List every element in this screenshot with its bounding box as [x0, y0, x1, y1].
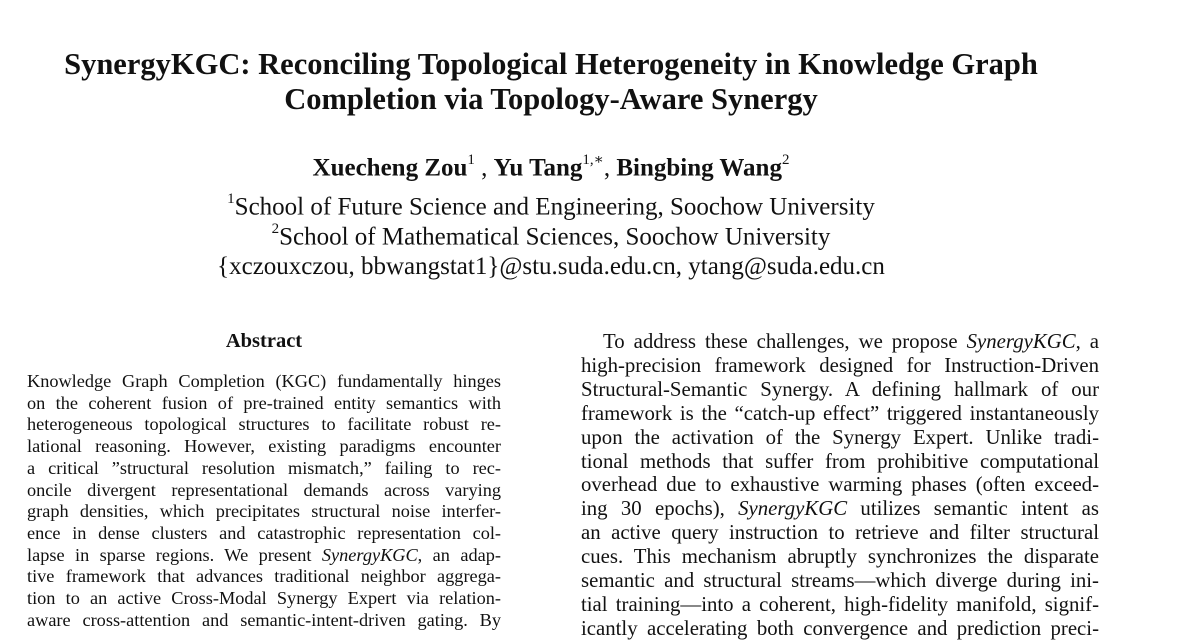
text-run: ence in dense clusters and catastrophic representation col-: [27, 522, 501, 543]
text-line: [581, 426, 1099, 450]
paper-title: [0, 47, 1102, 117]
intro-body: [581, 330, 1099, 641]
text-line: [27, 458, 501, 480]
text-run: , an adap-: [417, 544, 501, 565]
abstract-body: [27, 371, 501, 631]
text-run: on the coherent fusion of pre-trained entity semantics with: [27, 392, 501, 413]
author-mark: 1: [467, 152, 475, 168]
text-run: cues. This mechanism abruptly synchronizes the disparate: [581, 545, 1099, 569]
text-run: lapse in sparse regions. We present: [27, 544, 322, 565]
text-run: ing 30 epochs),: [581, 497, 739, 521]
text-line: [581, 378, 1099, 402]
text-line: [581, 497, 1099, 521]
text-run: tial training—into a coherent, high-fidelity manifold, signif-: [581, 592, 1099, 616]
text-run: tional methods that suffer from prohibitive computational: [581, 449, 1099, 473]
italic-text-run: SynergyKGC: [966, 330, 1076, 353]
text-run: upon the activation of the Synergy Expert. Unlike tradi-: [581, 425, 1099, 449]
text-run: aware cross-attention and semantic-intent-driven gating. By: [27, 609, 501, 630]
affiliation-mark: 1: [227, 191, 235, 207]
text-line: [581, 521, 1099, 545]
text-line: [581, 450, 1099, 474]
text-run: oncile divergent representational demands across varying: [27, 479, 501, 500]
author-name: Xuecheng Zou: [312, 154, 468, 182]
text-line: [27, 393, 501, 415]
text-line: [27, 414, 501, 436]
text-run: , a: [1075, 330, 1099, 353]
text-line: [27, 610, 501, 632]
text-run: an active query instruction to retrieve and filter structural: [581, 521, 1099, 545]
text-run: semantic and structural streams—which diverge during ini-: [581, 569, 1099, 593]
text-run: Knowledge Graph Completion (KGC) fundamentally hinges: [27, 371, 501, 391]
text-run: Structural-Semantic Synergy. A defining hallmark of our: [581, 377, 1099, 401]
author-emails: {xczouxczou, bbwangstat1}@stu.suda.edu.cn, ytang@suda.edu.cn: [217, 253, 885, 280]
title-line-1: SynergyKGC: Reconciling Topological Heterogeneity in Knowledge Graph: [64, 47, 1038, 81]
text-line: [27, 588, 501, 610]
text-line: [581, 593, 1099, 617]
affiliation-text: School of Future Science and Engineering, Soochow University: [234, 193, 875, 221]
text-line: [581, 545, 1099, 569]
italic-text-run: SynergyKGC: [738, 497, 848, 521]
text-run: utilizes semantic intent as: [847, 497, 1099, 521]
text-run: overhead due to exhaustive warming phases (often exceed-: [581, 473, 1099, 497]
author-list: Xuecheng Zou$^1$ , Yu Tang$^{1,∗}$, Bingbing Wang$^2$: [312, 152, 790, 182]
text-run: icantly accelerating both convergence and prediction preci-: [581, 616, 1099, 640]
author-name: Yu Tang: [493, 154, 583, 182]
title-line-2: Completion via Topology-Aware Synergy: [284, 82, 818, 116]
affiliation-mark: 2: [271, 221, 280, 237]
author-name: Bingbing Wang: [616, 154, 782, 182]
author-mark: 1,∗: [582, 152, 604, 168]
text-line: [581, 473, 1099, 497]
text-line: [27, 501, 501, 523]
author-mark: 2: [781, 152, 790, 168]
text-line: [27, 566, 501, 588]
text-run: tion to an active Cross-Modal Synergy Expert via relation-: [27, 588, 501, 609]
italic-text-run: SynergyKGC: [321, 544, 418, 565]
text-line: [581, 569, 1099, 593]
text-run: a critical ”structural resolution mismatch,” failing to rec-: [27, 457, 501, 478]
text-line: [581, 617, 1099, 641]
text-run: heterogeneous topological structures to facilitate robust re-: [27, 414, 501, 435]
affiliation: [0, 216, 1102, 252]
text-line: [581, 330, 1099, 354]
text-run: high-precision framework designed for Instruction-Driven: [581, 353, 1099, 377]
text-line: [27, 523, 501, 545]
text-line: [27, 371, 501, 393]
text-line: [27, 545, 501, 567]
text-line: [581, 402, 1099, 426]
text-run: graph densities, which precipitates structural noise interfer-: [27, 501, 501, 522]
text-line: [27, 436, 501, 458]
text-run: lational reasoning. However, existing paradigms encounter: [27, 436, 501, 457]
text-run: tive framework that advances traditional neighbor aggrega-: [27, 566, 501, 587]
text-run: framework is the “catch-up effect” triggered instantaneously: [581, 401, 1099, 425]
text-line: [581, 354, 1099, 378]
abstract-heading: Abstract: [225, 330, 303, 352]
text-line: [27, 480, 501, 502]
text-run: To address these challenges, we propose: [603, 330, 967, 353]
affiliation-text: School of Mathematical Sciences, Soochow University: [279, 223, 831, 251]
